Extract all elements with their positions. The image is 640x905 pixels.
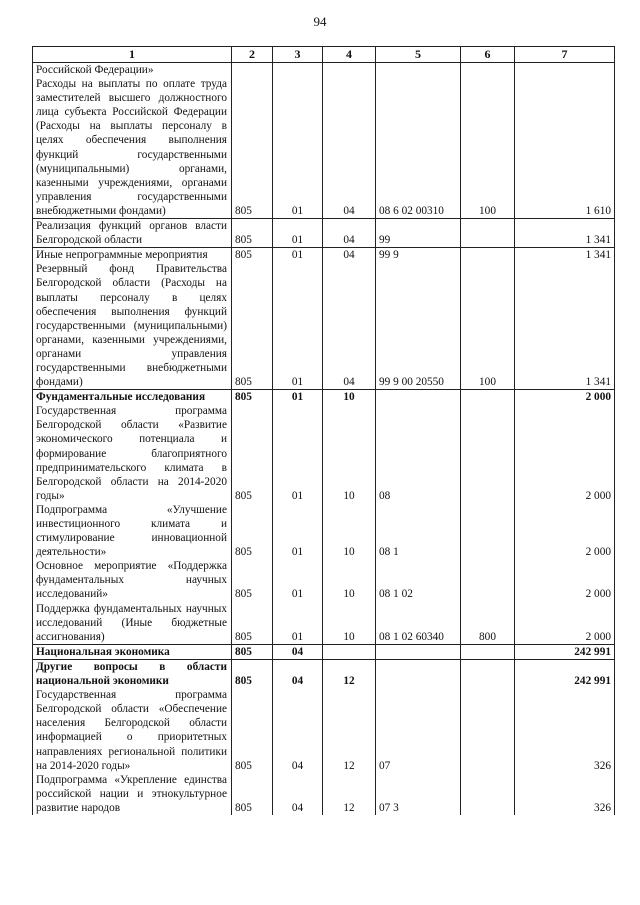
- column-header: 6: [461, 47, 515, 63]
- row-description: Российской Федерации»: [33, 63, 232, 78]
- code-section: [273, 63, 323, 78]
- code-subsection: 04: [323, 77, 376, 218]
- code-subsection: 10: [323, 602, 376, 645]
- code-section: 01: [273, 390, 323, 405]
- row-description: Основное мероприятие «Поддержка фундаментальных научных исследований»: [33, 559, 232, 601]
- code-administrator: 805: [232, 602, 273, 645]
- code-administrator: 805: [232, 390, 273, 405]
- code-administrator: 805: [232, 404, 273, 503]
- code-expense-type: [461, 644, 515, 659]
- code-subsection: 10: [323, 390, 376, 405]
- row-description: Национальная экономика: [33, 644, 232, 659]
- table-row: [33, 390, 615, 405]
- header-row: [33, 47, 615, 63]
- table-row: [33, 559, 615, 601]
- code-administrator: 805: [232, 248, 273, 263]
- amount: 242 991: [515, 659, 615, 688]
- row-description: Подпрограмма «Улучшение инвестиционного климата и стимулирование инновационной деятельности»: [33, 503, 232, 559]
- row-description: Государственная программа Белгородской области «Обеспечение населения Белгородской области информацией о приоритетных направлениях региональной политики на 2014-2020 годы»: [33, 688, 232, 773]
- code-target-article: 99: [376, 219, 461, 248]
- code-target-article: 08: [376, 404, 461, 503]
- code-subsection: 04: [323, 219, 376, 248]
- code-section: 04: [273, 773, 323, 815]
- code-target-article: 99 9: [376, 248, 461, 263]
- code-expense-type: [461, 559, 515, 601]
- table-row: [33, 77, 615, 218]
- code-target-article: [376, 390, 461, 405]
- row-description: Другие вопросы в области национальной экономики: [33, 659, 232, 688]
- code-expense-type: 100: [461, 77, 515, 218]
- code-section: 01: [273, 219, 323, 248]
- code-target-article: 07 3: [376, 773, 461, 815]
- amount: 1 341: [515, 219, 615, 248]
- column-header: 5: [376, 47, 461, 63]
- code-section: 01: [273, 602, 323, 645]
- code-administrator: 805: [232, 659, 273, 688]
- budget-table: [32, 46, 615, 815]
- code-subsection: 04: [323, 262, 376, 389]
- amount: 2 000: [515, 503, 615, 559]
- row-description: Реализация функций органов власти Белгородской области: [33, 219, 232, 248]
- code-expense-type: [461, 63, 515, 78]
- code-administrator: 805: [232, 262, 273, 389]
- row-description: Резервный фонд Правительства Белгородской области (Расходы на выплаты персоналу в целях обеспечения выполнения функций государственными (муниципальными) органами, казенными учреждениями, органами управления государственными внебюджетными фондами): [33, 262, 232, 389]
- row-description: Фундаментальные исследования: [33, 390, 232, 405]
- amount: 2 000: [515, 390, 615, 405]
- table-row: [33, 63, 615, 78]
- code-section: 04: [273, 644, 323, 659]
- column-header: 7: [515, 47, 615, 63]
- code-subsection: 10: [323, 503, 376, 559]
- table-row: [33, 262, 615, 389]
- code-subsection: [323, 644, 376, 659]
- code-expense-type: [461, 404, 515, 503]
- code-subsection: 10: [323, 559, 376, 601]
- column-header: 3: [273, 47, 323, 63]
- code-administrator: 805: [232, 559, 273, 601]
- table-row: [33, 602, 615, 645]
- code-expense-type: [461, 219, 515, 248]
- amount: 326: [515, 773, 615, 815]
- table-row: [33, 248, 615, 263]
- code-expense-type: [461, 503, 515, 559]
- code-target-article: 08 1 02: [376, 559, 461, 601]
- code-expense-type: 800: [461, 602, 515, 645]
- code-expense-type: [461, 659, 515, 688]
- row-description: Государственная программа Белгородской области «Развитие экономического потенциала и формирование благоприятного предпринимательского климата в Белгородской области на 2014-2020 годы»: [33, 404, 232, 503]
- table-row: [33, 219, 615, 248]
- code-subsection: [323, 63, 376, 78]
- code-expense-type: [461, 390, 515, 405]
- code-expense-type: [461, 688, 515, 773]
- amount: 242 991: [515, 644, 615, 659]
- code-target-article: [376, 63, 461, 78]
- code-target-article: 99 9 00 20550: [376, 262, 461, 389]
- code-section: 01: [273, 262, 323, 389]
- row-description: Поддержка фундаментальных научных исследований (Иные бюджетные ассигнования): [33, 602, 232, 645]
- code-administrator: 805: [232, 688, 273, 773]
- row-description: Иные непрограммные мероприятия: [33, 248, 232, 263]
- amount: 1 341: [515, 248, 615, 263]
- code-section: 01: [273, 248, 323, 263]
- code-target-article: [376, 644, 461, 659]
- amount: 2 000: [515, 559, 615, 601]
- table-row: [33, 404, 615, 503]
- code-section: 01: [273, 404, 323, 503]
- row-description: Подпрограмма «Укрепление единства российской нации и этнокультурное развитие народов: [33, 773, 232, 815]
- amount: 1 610: [515, 77, 615, 218]
- row-description: Расходы на выплаты по оплате труда заместителей высшего должностного лица субъекта Российской Федерации (Расходы на выплаты персоналу в целях обеспечения выполнения функций государственными (муниципальными) органами, казенными учреждениями, органами управления государственными внебюджетными фондами): [33, 77, 232, 218]
- code-section: 04: [273, 688, 323, 773]
- code-expense-type: [461, 248, 515, 263]
- code-target-article: [376, 659, 461, 688]
- code-subsection: 12: [323, 659, 376, 688]
- column-header: 4: [323, 47, 376, 63]
- table-row: [33, 773, 615, 815]
- code-administrator: 805: [232, 503, 273, 559]
- column-header: 1: [33, 47, 232, 63]
- amount: 2 000: [515, 602, 615, 645]
- code-subsection: 12: [323, 773, 376, 815]
- code-subsection: 10: [323, 404, 376, 503]
- page-number: 94: [313, 14, 327, 29]
- code-target-article: 08 1 02 60340: [376, 602, 461, 645]
- code-subsection: 12: [323, 688, 376, 773]
- code-expense-type: 100: [461, 262, 515, 389]
- amount: [515, 63, 615, 78]
- table-row: [33, 688, 615, 773]
- code-administrator: 805: [232, 773, 273, 815]
- code-administrator: 805: [232, 644, 273, 659]
- code-section: 01: [273, 77, 323, 218]
- table-row: [33, 644, 615, 659]
- column-header: 2: [232, 47, 273, 63]
- code-target-article: 07: [376, 688, 461, 773]
- code-section: 04: [273, 659, 323, 688]
- code-administrator: [232, 63, 273, 78]
- code-target-article: 08 6 02 00310: [376, 77, 461, 218]
- table-row: [33, 503, 615, 559]
- code-subsection: 04: [323, 248, 376, 263]
- code-target-article: 08 1: [376, 503, 461, 559]
- amount: 2 000: [515, 404, 615, 503]
- amount: 326: [515, 688, 615, 773]
- table-row: [33, 659, 615, 688]
- amount: 1 341: [515, 262, 615, 389]
- code-section: 01: [273, 559, 323, 601]
- code-administrator: 805: [232, 77, 273, 218]
- code-section: 01: [273, 503, 323, 559]
- code-administrator: 805: [232, 219, 273, 248]
- code-expense-type: [461, 773, 515, 815]
